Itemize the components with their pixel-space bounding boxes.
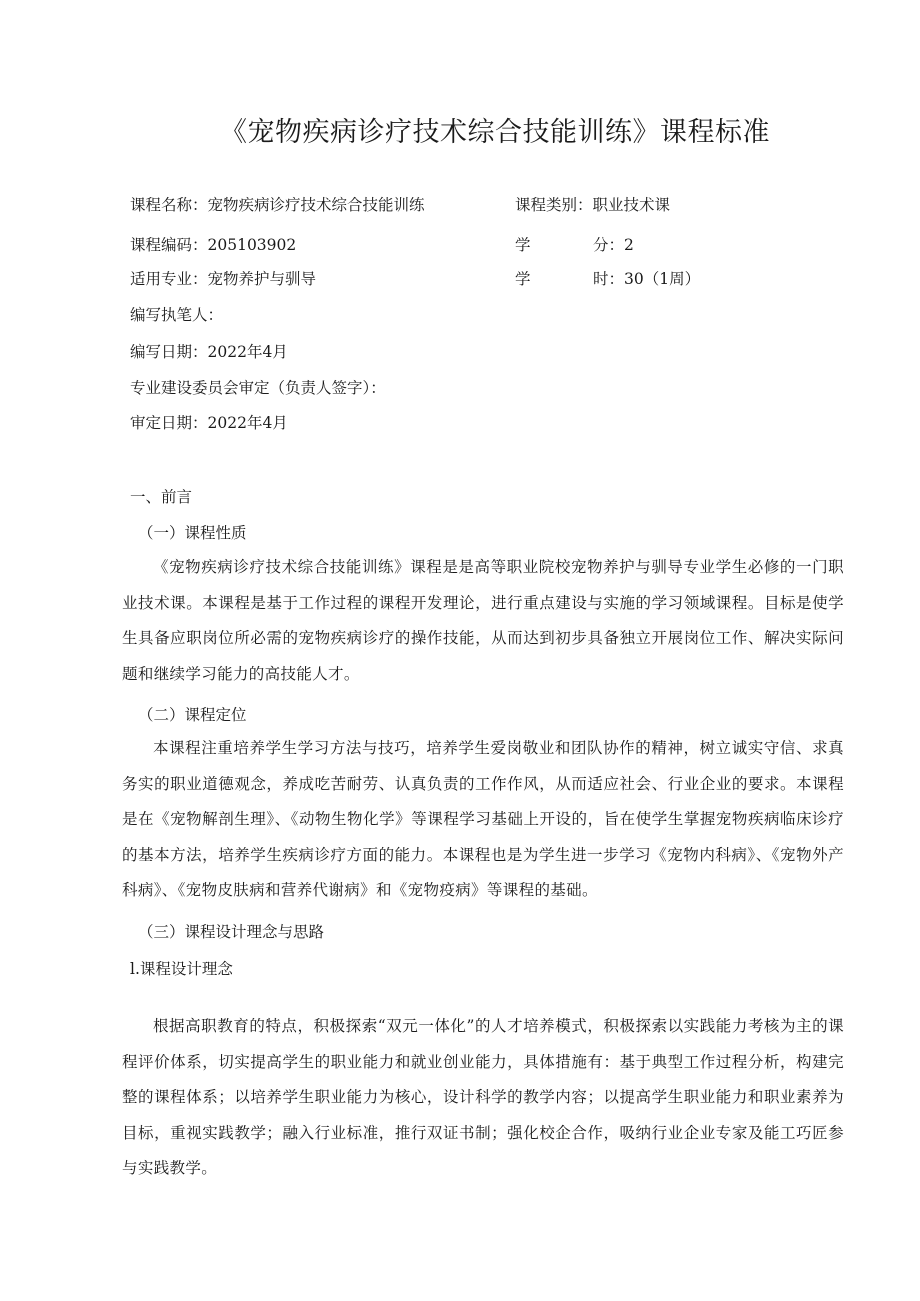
course-write-date: 编写日期：2022年4月 — [130, 343, 288, 361]
subsection-heading-nature: （一）课程性质 — [138, 524, 247, 542]
course-committee: 专业建设委员会审定（负责人签字）： — [130, 379, 386, 397]
course-author: 编写执笔人： — [130, 306, 224, 324]
course-code: 课程编码：205103902 — [130, 236, 297, 254]
course-review-date: 审定日期：2022年4月 — [130, 414, 288, 432]
credit-value: 分：2 — [593, 236, 634, 254]
course-type: 课程类别：职业技术课 — [515, 196, 671, 214]
hours-value: 时：30（1周） — [593, 270, 701, 288]
course-major: 适用专业：宠物养护与驯导 — [130, 270, 317, 288]
course-name: 课程名称：宠物疾病诊疗技术综合技能训练 — [130, 196, 425, 214]
paragraph-nature: 《宠物疾病诊疗技术综合技能训练》课程是是高等职业院校宠物养护与驯导专业学生必修的一门职业技术课。本课程是基于工作过程的课程开发理论，进行重点建设与实施的学习领域课程。目标是使学生具备应职岗位所必需的宠物疾病诊疗的操作技能，从而达到初步具备独立开展岗位工作、解决实际问题和继续学习能力的高技能人才。 — [122, 558, 844, 683]
meta-row-major-hours — [130, 268, 701, 290]
document-title: 《宠物疾病诊疗技术综合技能训练》课程标准 — [220, 117, 770, 148]
subsection-heading-position: （二）课程定位 — [138, 706, 247, 724]
meta-row-name-type — [130, 194, 671, 216]
credit-label: 学 — [515, 236, 531, 254]
course-hours — [515, 268, 700, 290]
section-heading-preface: 一、前言 — [130, 488, 193, 506]
meta-row-code-credit — [130, 234, 634, 256]
paragraph-position: 本课程注重培养学生学习方法与技巧，培养学生爱岗敬业和团队协作的精神，树立诚实守信、求真务实的职业道德观念，养成吃苦耐劳、认真负责的工作作风，从而适应社会、行业企业的要求。本课程是在《宠物解剖生理》、《动物生物化学》等课程学习基础上开设的，旨在使学生掌握宠物疾病临床诊疗的基本方法，培养学生疾病诊疗方面的能力。本课程也是为学生进一步学习《宠物内科病》、《宠物外产科病》、《宠物皮肤病和营养代谢病》和《宠物疫病》等课程的基础。 — [122, 739, 844, 899]
paragraph-concept: 根据高职教育的特点，积极探索“双元一体化”的人才培养模式，积极探索以实践能力考核为主的课程评价体系，切实提高学生的职业能力和就业创业能力，具体措施有：基于典型工作过程分析，构建完整的课程体系；以培养学生职业能力为核心，设计科学的教学内容；以提高学生职业能力和职业素养为目标，重视实践教学；融入行业标准，推行双证书制；强化校企合作，吸纳行业企业专家及能工巧匠参与实践教学。 — [122, 1017, 844, 1177]
course-credit — [515, 234, 634, 256]
subsection-heading-design: （三）课程设计理念与思路 — [138, 923, 325, 941]
hours-label: 学 — [515, 270, 531, 288]
subsubsection-heading-concept: l.课程设计理念 — [130, 960, 233, 978]
